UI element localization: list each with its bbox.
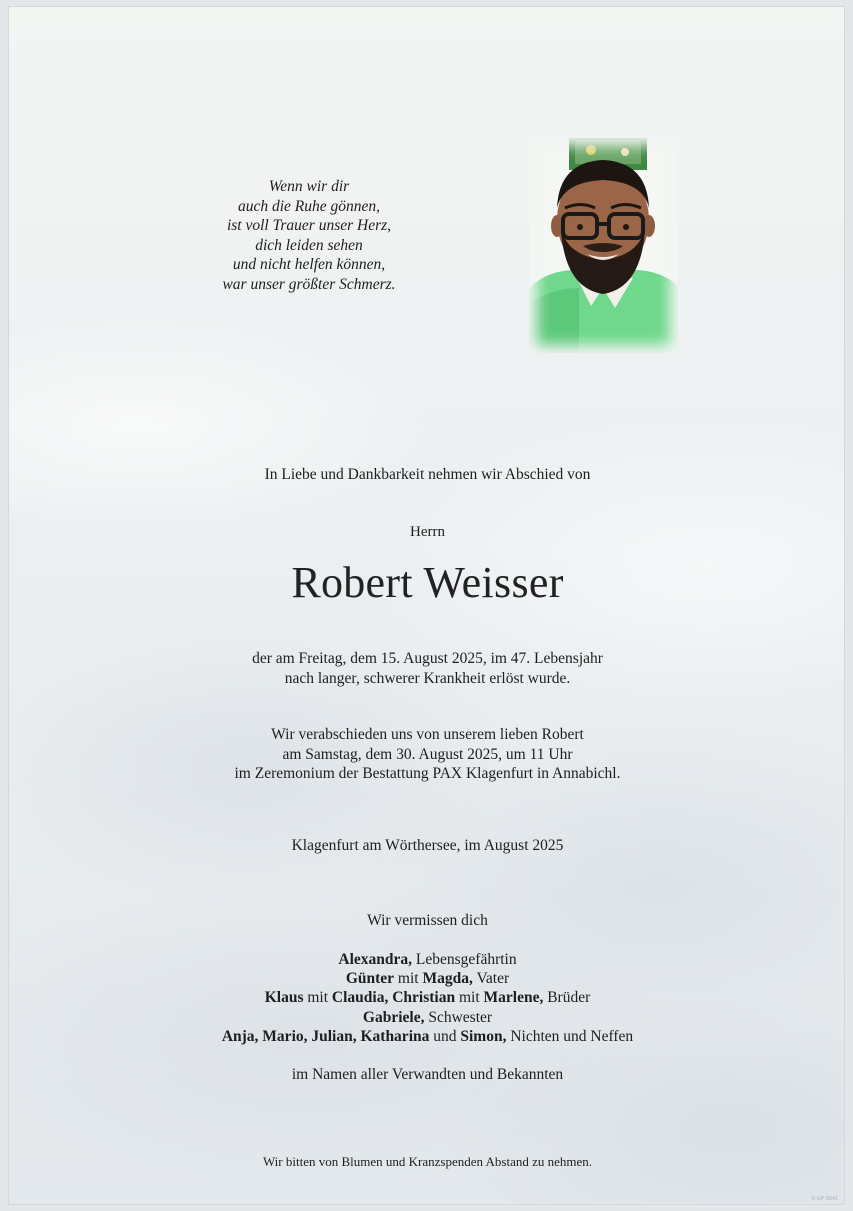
miss-you-line: Wir vermissen dich [367,912,488,929]
family-list [9,950,846,1046]
flowers-note: Wir bitten von Blumen und Kranzspenden Abstand zu nehmen. [262,1154,593,1169]
place-date: Klagenfurt am Wörthersee, im August 2025 [291,837,564,854]
family-member-name: Anja, Mario, Julian, Katharina [221,1027,430,1045]
poem-line: ist voll Trauer unser Herz, [226,217,392,234]
death-line: nach langer, schwerer Krankheit erlöst wurde. [284,670,571,687]
poem-line: dich leiden sehen [255,236,363,254]
family-line [9,988,846,1007]
relatives-line: im Namen aller Verwandten und Bekannten [291,1066,564,1083]
family-member-name: Alexandra, [338,951,413,968]
death-line: der am Freitag, dem 15. August 2025, im 47. Lebensjahr [252,650,603,667]
family-member-name: Magda, [422,970,473,988]
service-line: am Samstag, dem 30. August 2025, um 11 Uhr [282,745,573,763]
family-member-name: Claudia, Christian [331,989,456,1007]
family-member-name: Günter [345,970,395,988]
family-relation: und [429,1027,461,1045]
family-line [9,1027,846,1046]
family-member-name: Simon, [460,1027,507,1045]
service-line: im Zeremonium der Bestattung PAX Klagenfurt in Annabichl. [234,765,621,782]
family-member-name: Klaus [264,989,304,1007]
family-relation: mit [394,970,423,988]
family-relation: mit [455,989,484,1007]
family-relation: mit [303,989,332,1007]
deceased-name: Robert Weisser [291,558,564,607]
family-member-name: Marlene, [483,989,544,1007]
family-line [9,1008,846,1027]
salutation: Herrn [410,524,445,540]
family-relation: Nichten und Neffen [506,1027,634,1045]
poem [179,177,439,294]
poem-line: Wenn wir dir [268,178,350,195]
portrait-photo [529,138,678,353]
family-member-name: Gabriele, [362,1008,425,1026]
service-line: Wir verabschieden uns von unserem lieben Robert [271,726,584,743]
poem-line: und nicht helfen können, [232,256,386,273]
service-info [9,725,846,784]
poem-line: auch die Ruhe gönnen, [237,197,381,215]
farewell-intro: In Liebe und Dankbarkeit nehmen wir Abschied von [264,466,591,483]
family-relation: Lebensgefährtin [412,951,517,968]
family-relation: Brüder [543,989,591,1007]
poem-line: war unser größter Schmerz. [222,275,396,293]
obituary-page [8,6,845,1205]
family-relation: Schwester [424,1008,493,1026]
family-line [9,950,846,969]
copyright-mark: © EP 9041 [811,1196,838,1202]
family-relation: Vater [472,970,510,988]
photo-vignette [529,138,678,353]
family-line [9,969,846,988]
death-notice [9,649,846,689]
